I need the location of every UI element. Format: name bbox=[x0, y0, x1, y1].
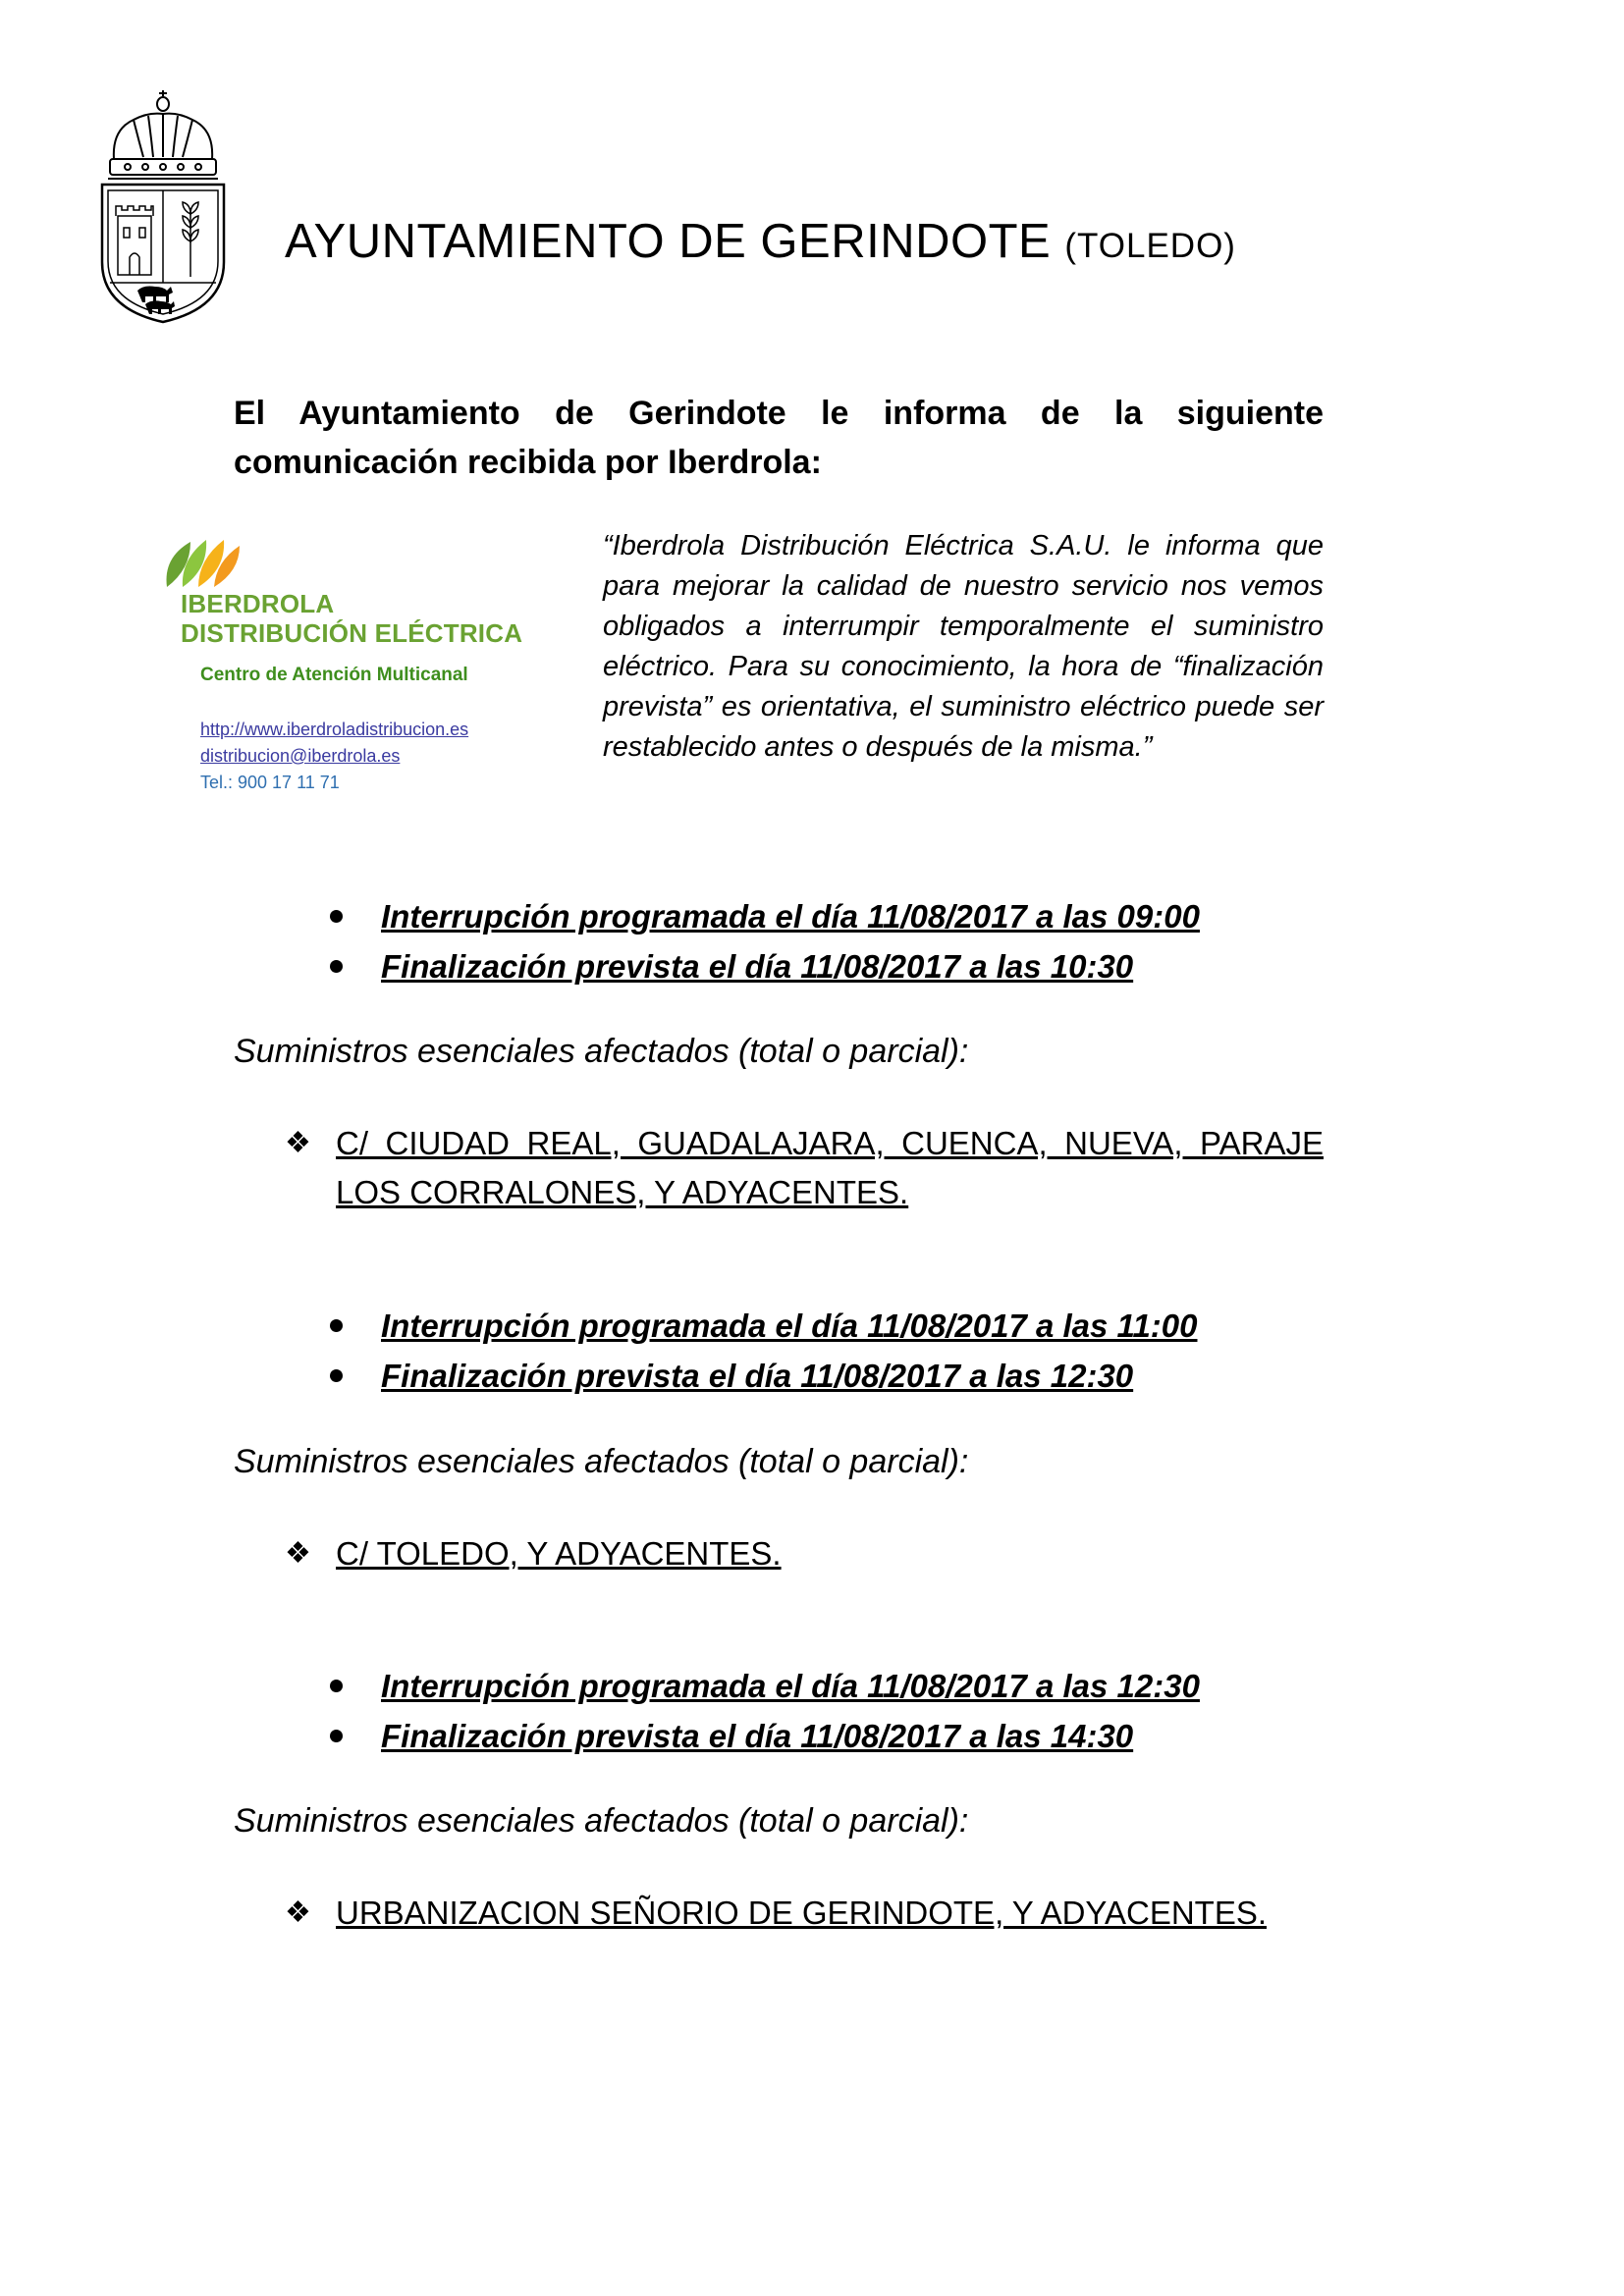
bullet-dot-icon bbox=[330, 1369, 343, 1382]
coat-of-arms-icon bbox=[94, 90, 232, 326]
streets-line-1: C/ CIUDAD REAL, GUADALAJARA, CUENCA, NUEVA, PARAJE bbox=[336, 1125, 1324, 1161]
intro-paragraph bbox=[234, 389, 1324, 487]
bullet-dot-icon bbox=[330, 910, 343, 923]
centro-atencion-label: Centro de Atención Multicanal bbox=[200, 665, 468, 685]
list-item bbox=[330, 1711, 1410, 1761]
diamond-bullet-icon: ❖ bbox=[285, 1537, 311, 1570]
diamond-bullet-icon: ❖ bbox=[285, 1896, 311, 1929]
iberdrola-leaves-icon bbox=[161, 530, 259, 589]
interruption-start: Interrupción programada el día 11/08/2017 a las 09:00 bbox=[381, 898, 1200, 934]
interruption-end: Finalización prevista el día 11/08/2017 a las 10:30 bbox=[381, 948, 1134, 985]
bullet-dot-icon bbox=[330, 1730, 343, 1742]
affected-label: Suministros esenciales afectados (total o parcial): bbox=[234, 1033, 969, 1070]
interruption-end: Finalización prevista el día 11/08/2017 a las 12:30 bbox=[381, 1358, 1134, 1394]
brand-name-line-1: IBERDROLA bbox=[181, 589, 335, 618]
bullet-dot-icon bbox=[330, 1319, 343, 1332]
affected-streets bbox=[285, 1529, 1324, 1578]
schedule-section-2 bbox=[330, 1301, 1410, 1401]
schedule-section-1 bbox=[330, 891, 1410, 991]
iberdrola-website-link[interactable]: http://www.iberdroladistribucion.es bbox=[200, 720, 469, 739]
iberdrola-email-link[interactable]: distribucion@iberdrola.es bbox=[200, 746, 401, 766]
affected-streets bbox=[285, 1119, 1324, 1217]
streets-line-1: C/ TOLEDO, Y ADYACENTES. bbox=[336, 1535, 782, 1572]
page-title bbox=[285, 214, 1236, 269]
title-text: AYUNTAMIENTO DE GERINDOTE bbox=[285, 215, 1052, 268]
list-item bbox=[330, 1661, 1410, 1711]
list-item bbox=[330, 1301, 1410, 1351]
interruption-start: Interrupción programada el día 11/08/2017 a las 11:00 bbox=[381, 1308, 1198, 1344]
bullet-dot-icon bbox=[330, 1680, 343, 1692]
streets-text bbox=[336, 1119, 1324, 1217]
bullet-dot-icon bbox=[330, 960, 343, 973]
list-item bbox=[330, 891, 1410, 941]
interruption-start: Interrupción programada el día 11/08/2017 a las 12:30 bbox=[381, 1668, 1200, 1704]
streets-line-2: LOS CORRALONES, Y ADYACENTES. bbox=[336, 1174, 909, 1210]
iberdrola-quote: “Iberdrola Distribución Eléctrica S.A.U. le informa que para mejorar la calidad de nuestro servicio nos vemos obligados a interrumpir temporalmente el suministro eléctrico. Para su conocimiento, la hora de “finalización prevista” es orientativa, el suministro eléctrico puede ser restablecido antes o después de la misma.” bbox=[603, 530, 1324, 763]
brand-name-line-2: DISTRIBUCIÓN ELÉCTRICA bbox=[181, 618, 523, 648]
affected-label: Suministros esenciales afectados (total o parcial): bbox=[234, 1443, 969, 1480]
intro-line-2: comunicación recibida por Iberdrola: bbox=[234, 444, 822, 481]
diamond-bullet-icon: ❖ bbox=[285, 1127, 311, 1159]
affected-streets bbox=[285, 1889, 1324, 1938]
streets-line-1: URBANIZACION SEÑORIO DE GERINDOTE, Y ADYACENTES. bbox=[336, 1895, 1268, 1931]
affected-label: Suministros esenciales afectados (total o parcial): bbox=[234, 1802, 969, 1840]
iberdrola-phone: Tel.: 900 17 11 71 bbox=[200, 773, 340, 792]
schedule-section-3 bbox=[330, 1661, 1410, 1761]
intro-line-1: El Ayuntamiento de Gerindote le informa de la siguiente bbox=[234, 395, 1324, 432]
title-subtitle: (TOLEDO) bbox=[1064, 227, 1236, 265]
list-item bbox=[330, 1351, 1410, 1401]
list-item bbox=[330, 941, 1410, 991]
interruption-end: Finalización prevista el día 11/08/2017 a las 14:30 bbox=[381, 1718, 1134, 1754]
iberdrola-logo bbox=[161, 530, 534, 805]
